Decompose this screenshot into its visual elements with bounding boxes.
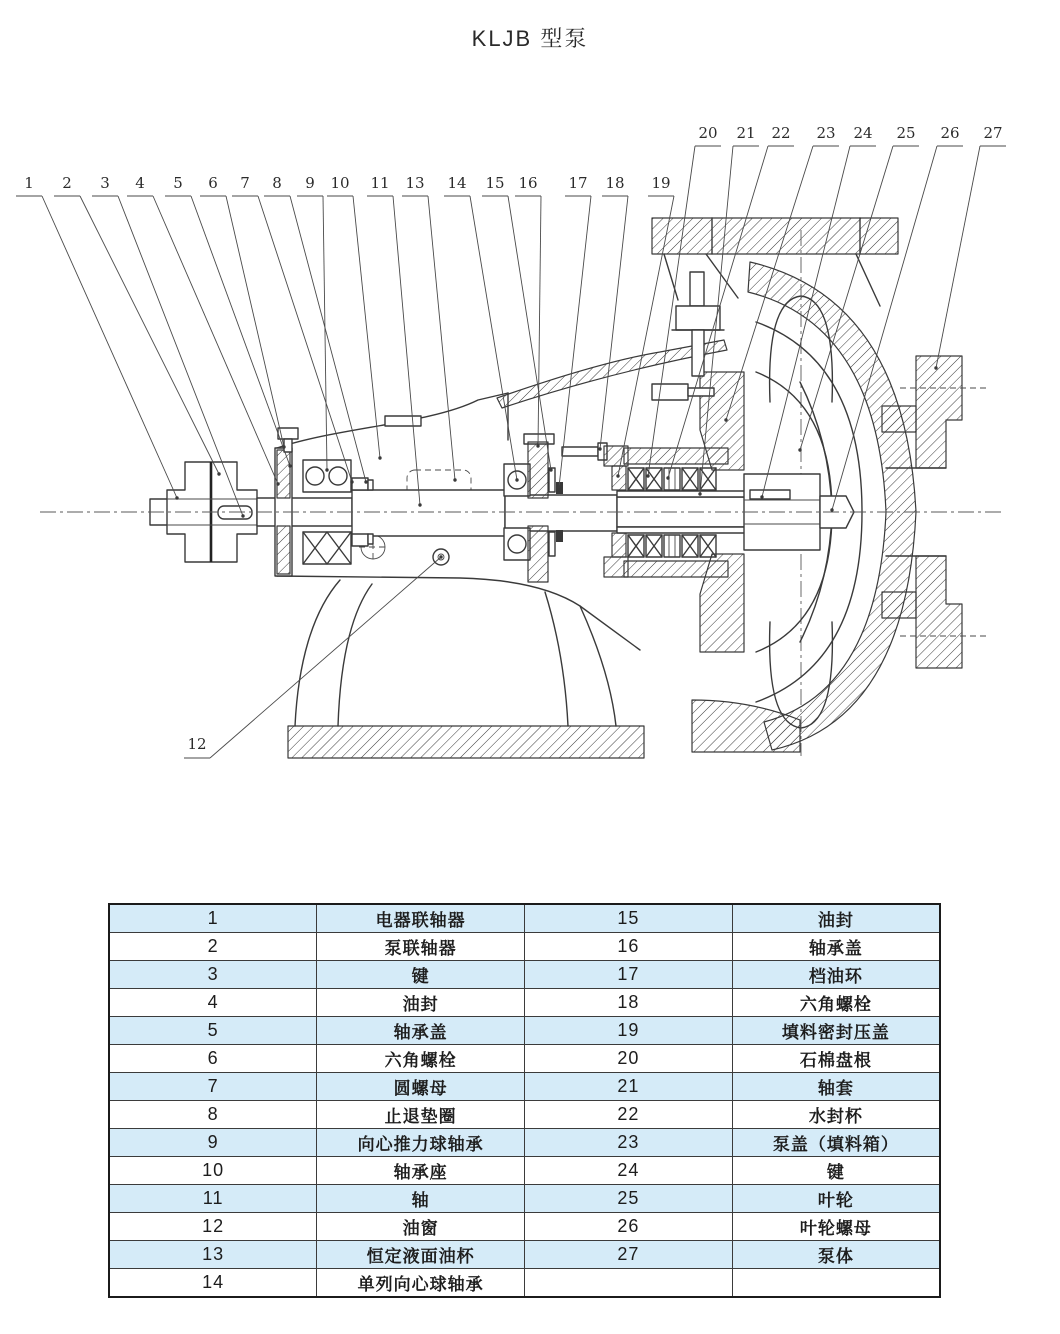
parts-table-body	[109, 904, 940, 1297]
impeller-key	[750, 490, 790, 499]
part-number-cell: 19	[525, 1017, 733, 1045]
parts-table	[108, 903, 941, 1298]
callout-label: 25	[896, 124, 916, 142]
callout-label: 13	[405, 174, 425, 192]
callout-label: 21	[736, 124, 756, 142]
table-row	[109, 1213, 940, 1241]
part-name-cell: 轴承座	[317, 1157, 525, 1185]
part-name-cell	[732, 1269, 940, 1298]
table-row	[109, 933, 940, 961]
callout-label: 22	[771, 124, 791, 142]
callout-label: 8	[272, 174, 282, 192]
part-number-cell: 10	[109, 1157, 317, 1185]
part-number-cell: 22	[525, 1101, 733, 1129]
part-name-cell: 水封杯	[732, 1101, 940, 1129]
lantern-ring	[664, 468, 680, 490]
callout-label: 20	[698, 124, 718, 142]
oil-seal	[549, 468, 555, 492]
part-number-cell: 24	[525, 1157, 733, 1185]
table-row	[109, 1073, 940, 1101]
part-name-cell: 石棉盘根	[732, 1045, 940, 1073]
part-number-cell: 7	[109, 1073, 317, 1101]
part-name-cell: 油封	[732, 904, 940, 933]
part-number-cell: 5	[109, 1017, 317, 1045]
table-row	[109, 961, 940, 989]
part-name-cell: 六角螺栓	[317, 1045, 525, 1073]
callout-label: 26	[940, 124, 960, 142]
pump-cover	[624, 272, 744, 652]
callout-label: 23	[816, 124, 836, 142]
part-name-cell: 六角螺栓	[732, 989, 940, 1017]
callout-label: 19	[651, 174, 671, 192]
shaft-sleeve	[617, 491, 745, 497]
part-name-cell: 轴套	[732, 1073, 940, 1101]
table-row	[109, 1157, 940, 1185]
part-number-cell: 27	[525, 1241, 733, 1269]
callout-label: 15	[485, 174, 505, 192]
callout-label: 3	[100, 174, 110, 192]
part-number-cell: 11	[109, 1185, 317, 1213]
part-name-cell: 轴	[317, 1185, 525, 1213]
table-row	[109, 1045, 940, 1073]
table-row	[109, 1269, 940, 1298]
part-name-cell: 泵体	[732, 1241, 940, 1269]
part-number-cell: 3	[109, 961, 317, 989]
table-row	[109, 1101, 940, 1129]
callout-label: 2	[62, 174, 72, 192]
callout-label: 18	[605, 174, 625, 192]
callout-label: 9	[305, 174, 315, 192]
part-name-cell: 轴承盖	[732, 933, 940, 961]
part-number-cell: 20	[525, 1045, 733, 1073]
part-number-cell: 13	[109, 1241, 317, 1269]
part-number-cell: 8	[109, 1101, 317, 1129]
part-number-cell: 1	[109, 904, 317, 933]
hex-stud	[562, 447, 598, 456]
part-number-cell: 23	[525, 1129, 733, 1157]
part-name-cell: 油窗	[317, 1213, 525, 1241]
part-number-cell: 14	[109, 1269, 317, 1298]
pump-body	[497, 218, 988, 756]
part-name-cell: 泵联轴器	[317, 933, 525, 961]
cover-stud-bolt	[690, 272, 704, 306]
coupling-key-slot	[218, 506, 252, 519]
callout-label: 6	[208, 174, 218, 192]
cover-bolt-small	[652, 384, 688, 400]
part-name-cell: 泵盖（填料箱）	[732, 1129, 940, 1157]
page-title: KLJB 型泵	[471, 26, 589, 51]
part-name-cell: 档油环	[732, 961, 940, 989]
lock-washer	[368, 480, 373, 490]
callout-label: 4	[135, 174, 145, 192]
part-name-cell: 止退垫圈	[317, 1101, 525, 1129]
part-number-cell: 25	[525, 1185, 733, 1213]
table-row	[109, 1129, 940, 1157]
part-name-cell: 叶轮	[732, 1185, 940, 1213]
packing-gland	[604, 446, 628, 466]
callout-label: 24	[853, 124, 873, 142]
part-number-cell: 4	[109, 989, 317, 1017]
table-row	[109, 1017, 940, 1045]
part-name-cell: 填料密封压盖	[732, 1017, 940, 1045]
part-name-cell: 电器联轴器	[317, 904, 525, 933]
discharge-flange	[652, 218, 898, 254]
part-name-cell: 键	[732, 1157, 940, 1185]
part-name-cell: 油封	[317, 989, 525, 1017]
callout-label: 1	[24, 174, 34, 192]
part-number-cell: 2	[109, 933, 317, 961]
callout-label: 27	[983, 124, 1003, 142]
part-number-cell: 9	[109, 1129, 317, 1157]
callout-label: 16	[518, 174, 538, 192]
part-number-cell: 17	[525, 961, 733, 989]
callout-label: 14	[447, 174, 467, 192]
callout-label: 12	[187, 735, 207, 753]
part-number-cell: 15	[525, 904, 733, 933]
callout-label: 11	[370, 174, 390, 192]
table-row	[109, 904, 940, 933]
callout-label: 17	[568, 174, 588, 192]
callout-label: 10	[330, 174, 350, 192]
part-number-cell: 12	[109, 1213, 317, 1241]
part-number-cell: 21	[525, 1073, 733, 1101]
part-name-cell: 恒定液面油杯	[317, 1241, 525, 1269]
suction-flange	[916, 356, 962, 468]
part-number-cell: 26	[525, 1213, 733, 1241]
callout-label: 7	[240, 174, 250, 192]
table-row	[109, 989, 940, 1017]
part-number-cell: 16	[525, 933, 733, 961]
part-name-cell: 键	[317, 961, 525, 989]
part-name-cell: 向心推力球轴承	[317, 1129, 525, 1157]
part-number-cell: 18	[525, 989, 733, 1017]
callout-label: 5	[173, 174, 183, 192]
table-row	[109, 1241, 940, 1269]
pedestal-base	[288, 726, 644, 758]
part-number-cell	[525, 1269, 733, 1298]
table-row	[109, 1185, 940, 1213]
part-name-cell: 轴承盖	[317, 1017, 525, 1045]
casing-foot	[692, 700, 800, 752]
part-name-cell: 单列向心球轴承	[317, 1269, 525, 1298]
part-name-cell: 叶轮螺母	[732, 1213, 940, 1241]
part-name-cell: 圆螺母	[317, 1073, 525, 1101]
part-number-cell: 6	[109, 1045, 317, 1073]
